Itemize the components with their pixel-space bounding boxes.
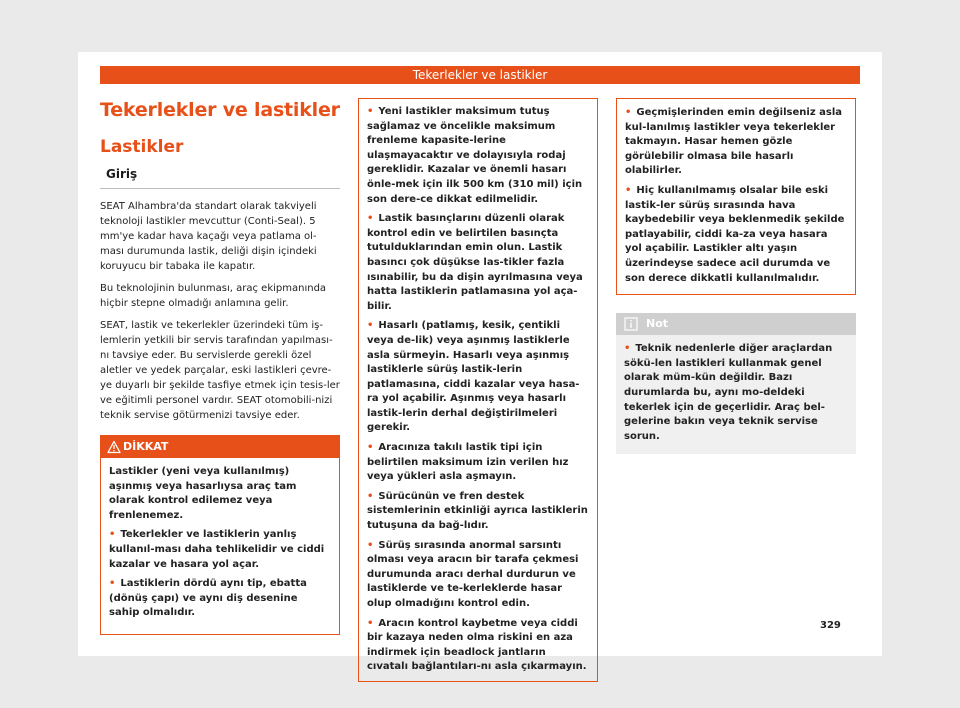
running-header xyxy=(100,66,860,84)
warning-bullet: • Hasarlı (patlamış, kesik, çentikli veya de-lik) veya aşınmış lastiklerle asla sürmeyin. Hasarlı veya aşınmış lastiklerle sürüş lastik-lerin patlamasına, ciddi kazalar veya hasa-ra yol açabilir. Aşınmış veya hasarlı lastik-lerin derhal değiştirilmeleri gerekir. xyxy=(367,319,589,436)
subsection-title: Giriş xyxy=(106,167,138,181)
column-right xyxy=(616,98,856,454)
warning-triangle-icon xyxy=(107,440,121,454)
column-left xyxy=(100,98,340,635)
warning-bullet: • Geçmişlerinden emin değilseniz asla kul-lanılmış lastikler veya tekerlekler takmayın. Hasar hemen gözle görülebilir olmasa bile hasarlı olabilirler. xyxy=(625,106,847,179)
running-header-title: Tekerlekler ve lastikler xyxy=(412,68,548,82)
warning-bullet: • Hiç kullanılmamış olsalar bile eski lastik-ler sürüş sırasında hava kaybedebilir veya beklenmedik şekilde patlayabilir, ciddi ka-za veya hasara yol açabilir. Lastikler altı yaşın üzerindeyse sadece acil durumda ve son derece dikkatli kullanılmalıdır. xyxy=(625,184,847,286)
warning-continued-body xyxy=(359,99,597,681)
note-box xyxy=(616,313,856,454)
warning-bullet: • Tekerlekler ve lastiklerin yanlış kullanıl-ması daha tehlikelidir ve ciddi kazalar ve hasara yol açar. xyxy=(109,528,331,572)
warning-bullet: • Aracınıza takılı lastik tipi için belirtilen maksimum izin verilen hız veya yükleri asla aşmayın. xyxy=(367,441,589,485)
warning-box xyxy=(100,435,340,635)
warning-bullet: • Yeni lastikler maksimum tutuş sağlamaz ve öncelikle maksimum frenleme kapasite-lerine ulaşmayacaktır ve dolayısıyla rodaj gereklidir. Kazalar ve önemli hasarı önle-mek için ilk 500 km (310 mil) için son dere-ce dikkat edilmelidir. xyxy=(367,105,589,207)
note-body xyxy=(616,335,856,454)
body-paragraph: SEAT, lastik ve tekerlekler üzerindeki tüm iş-lemlerin yetkili bir servis tarafından yapılması-nı tavsiye eder. Bu servislerde gerekli özel aletler ve yedek parçalar, eski lastikleri çevre-ye duyarlı bir şekilde tasfiye etmek için tesis-ler ve eğitimli personel vardır. SEAT otomobili-nizi teknik servise götürmenizi tavsiye eder. xyxy=(100,320,340,421)
warning-bullet: • Lastik basınçlarını düzenli olarak kontrol edin ve belirtilen basınçta tutulduklarından emin olun. Lastik basıncı çok düşükse las-tikler fazla ısınabilir, bu da dişin ayrılmasına veya hatta lastiklerin patlamasına yol aça-bilir. xyxy=(367,212,589,314)
column-middle xyxy=(358,98,598,682)
warning-title: DİKKAT xyxy=(123,440,169,453)
warning-intro: Lastikler (yeni veya kullanılmış) aşınmış veya hasarlıysa araç tam olarak kontrol edilemez veya frenlenemez. xyxy=(109,466,297,521)
warning-continued-box xyxy=(616,98,856,295)
body-paragraph: Bu teknolojinin bulunması, araç ekipmanında hiçbir stepne olmadığı anlamına gelir. xyxy=(100,283,327,309)
warning-bullet: • Lastiklerin dördü aynı tip, ebatta (dönüş çapı) ve aynı diş desenine sahip olmalıdır. xyxy=(109,577,331,621)
note-header xyxy=(616,313,856,335)
body-paragraph: SEAT Alhambra'da standart olarak takviyeli teknoloji lastikler mevcuttur (Conti-Seal). 5 mm'ye kadar hava kaçağı veya patlama ol-ması durumunda lastik, deliği dişin içindeki koruyucu bir tabaka ile kapatır. xyxy=(100,201,317,272)
warning-bullet: • Sürüş sırasında anormal sarsıntı olması veya aracın bir tarafa çekmesi durumunda aracı derhal durdurun ve lastiklerde ve te-kerleklerde hasar olup olmadığını kontrol edin. xyxy=(367,539,589,612)
section-title: Lastikler xyxy=(100,137,184,157)
warning-continued-body xyxy=(617,99,855,294)
info-icon xyxy=(624,317,638,331)
chapter-title: Tekerlekler ve lastikler xyxy=(100,99,340,121)
warning-continued-box xyxy=(358,98,598,682)
warning-body xyxy=(101,458,339,634)
divider xyxy=(100,188,340,189)
warning-bullet: • Sürücünün ve fren destek sistemlerinin etkinliği ayrıca lastiklerin tutuşuna da bağ-lıdır. xyxy=(367,490,589,534)
page-number: 329 xyxy=(820,620,841,631)
note-title: Not xyxy=(646,317,669,331)
warning-header xyxy=(101,436,339,458)
warning-bullet: • Aracın kontrol kaybetme veya ciddi bir kazaya neden olma riskini en aza indirmek için beadlock jantların cıvatalı bağlantıları-nı asla çıkarmayın. xyxy=(367,617,589,675)
note-bullet: • Teknik nedenlerle diğer araçlardan sökü-len lastikleri kullanmak genel olarak müm-kün değildir. Bazı durumlarda bu, aynı mo-deldeki tekerlek için de geçerlidir. Araç bel-gelerine bakın veya teknik servise sorun. xyxy=(624,342,848,444)
